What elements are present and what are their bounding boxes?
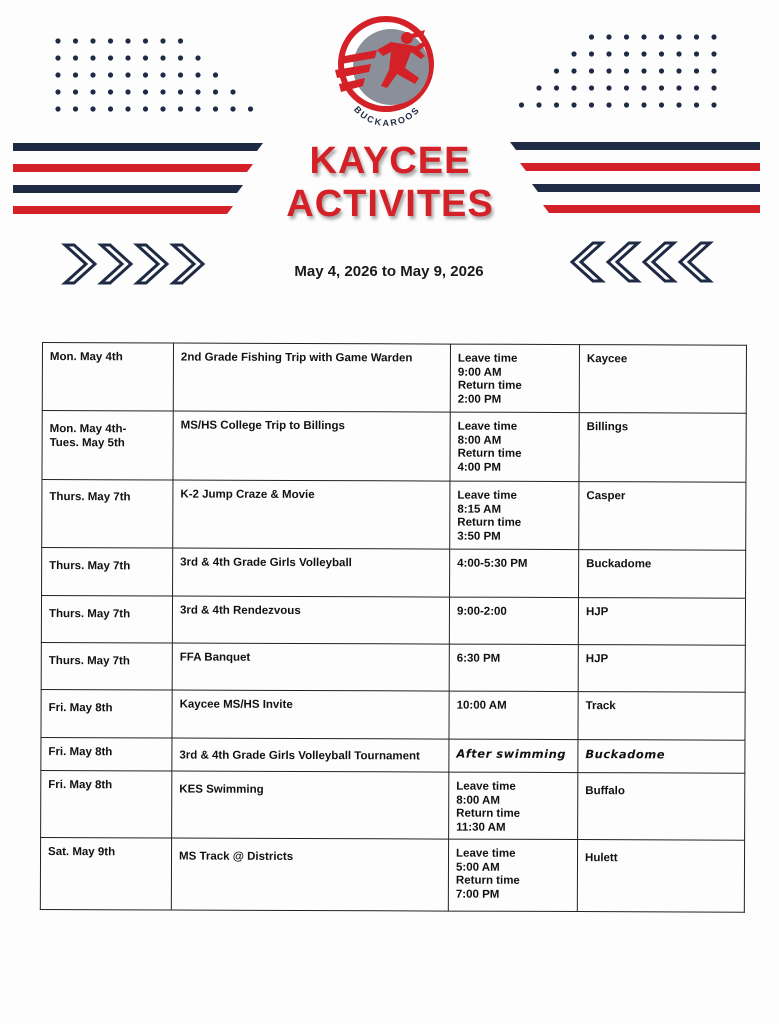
buckaroos-logo xyxy=(325,12,447,134)
decor-dot xyxy=(195,106,200,111)
decor-dot xyxy=(589,51,594,56)
date-cell: Thurs. May 7th xyxy=(41,596,172,644)
decor-dot xyxy=(143,72,148,77)
decor-dot xyxy=(55,72,60,77)
decor-dot xyxy=(73,72,78,77)
decor-dot xyxy=(90,38,95,43)
time-cell: Leave time 5:00 AM Return time 7:00 PM xyxy=(448,839,577,911)
time-cell: Leave time 8:00 AM Return time 4:00 PM xyxy=(450,412,579,481)
logo-text: BUCKAROOS xyxy=(351,104,422,129)
decor-dot xyxy=(178,55,183,60)
decor-dot xyxy=(248,106,253,111)
location-cell: Billings xyxy=(579,413,746,483)
decor-dot xyxy=(108,106,113,111)
decor-dot xyxy=(659,68,664,73)
time-cell: Leave time 8:00 AM Return time 11:30 AM xyxy=(449,772,578,839)
location-cell: Casper xyxy=(579,482,746,551)
decor-dot xyxy=(160,55,165,60)
table-row xyxy=(40,837,744,912)
date-range: May 4, 2026 to May 9, 2026 xyxy=(294,263,484,280)
decor-dot xyxy=(90,106,95,111)
location-cell: Buffalo xyxy=(578,773,745,841)
location-cell: Hulett xyxy=(577,840,744,913)
decor-dot xyxy=(55,89,60,94)
decor-dot xyxy=(694,68,699,73)
decor-dot xyxy=(711,51,716,56)
date-cell: Fri. May 8th xyxy=(41,737,172,771)
decor-dot xyxy=(641,34,646,39)
table-row xyxy=(42,411,746,483)
decor-dot xyxy=(606,85,611,90)
decor-dot xyxy=(589,68,594,73)
time-cell: 4:00-5:30 PM xyxy=(450,549,579,597)
decor-dot xyxy=(606,68,611,73)
title-line-2: ACTIVITES xyxy=(286,183,494,225)
handwritten-time-cell: After swimming xyxy=(449,739,578,772)
decor-dot xyxy=(108,55,113,60)
decor-dot xyxy=(178,89,183,94)
decor-dot xyxy=(571,102,576,107)
decor-dot xyxy=(108,72,113,77)
decor-dot xyxy=(554,102,559,107)
decor-dot xyxy=(624,68,629,73)
location-cell: HJP xyxy=(578,645,745,693)
decor-dot xyxy=(676,85,681,90)
date-cell: Mon. May 4th xyxy=(42,343,173,412)
table-row xyxy=(41,770,745,840)
decor-dot xyxy=(125,55,130,60)
decor-dot xyxy=(571,68,576,73)
decor-dot xyxy=(536,85,541,90)
decor-dot xyxy=(230,89,235,94)
decor-dot xyxy=(55,106,60,111)
location-cell: Buckadome xyxy=(579,550,746,599)
decor-dot xyxy=(125,72,130,77)
decor-dot xyxy=(624,102,629,107)
table-row xyxy=(42,548,746,599)
event-cell: 3rd & 4th Rendezvous xyxy=(172,596,449,644)
time-cell: 9:00-2:00 xyxy=(449,597,578,644)
decor-dot xyxy=(676,68,681,73)
date-cell: Thurs. May 7th xyxy=(42,548,173,597)
decor-dot xyxy=(711,85,716,90)
decor-dot xyxy=(676,102,681,107)
location-cell: Track xyxy=(578,692,745,741)
decor-dot xyxy=(571,85,576,90)
date-cell: Thurs. May 7th xyxy=(41,642,172,690)
decor-dot xyxy=(213,106,218,111)
decor-dot xyxy=(676,34,681,39)
decor-dot xyxy=(90,89,95,94)
decor-dot xyxy=(711,34,716,39)
time-cell: Leave time 9:00 AM Return time 2:00 PM xyxy=(450,344,579,412)
decor-dot xyxy=(143,89,148,94)
decor-dot xyxy=(143,106,148,111)
decor-dot xyxy=(178,106,183,111)
decor-dot xyxy=(108,38,113,43)
schedule-table xyxy=(40,342,747,913)
decor-dot xyxy=(90,72,95,77)
decor-dot xyxy=(160,38,165,43)
decor-dot xyxy=(641,102,646,107)
decor-dot xyxy=(694,102,699,107)
chevrons-left-icon xyxy=(572,243,710,281)
decor-dot xyxy=(659,34,664,39)
location-cell: Kaycee xyxy=(579,345,746,414)
dot-pattern-left xyxy=(55,38,253,111)
decor-dot xyxy=(641,51,646,56)
event-cell: K-2 Jump Craze & Movie xyxy=(173,480,450,549)
decor-dot xyxy=(606,102,611,107)
decor-dot xyxy=(195,55,200,60)
decor-dot xyxy=(641,68,646,73)
decor-dot xyxy=(711,102,716,107)
table-row xyxy=(42,343,746,414)
decor-dot xyxy=(73,89,78,94)
decor-dot xyxy=(108,89,113,94)
decor-dot xyxy=(125,38,130,43)
table-row xyxy=(42,480,746,551)
decor-dot xyxy=(554,68,559,73)
handwritten-location-cell: Buckadome xyxy=(578,740,745,774)
event-cell: 3rd & 4th Grade Girls Volleyball xyxy=(173,548,450,597)
table-row xyxy=(41,689,745,740)
event-cell: Kaycee MS/HS Invite xyxy=(172,690,449,739)
event-cell: FFA Banquet xyxy=(172,643,449,691)
decor-dot xyxy=(73,55,78,60)
date-cell: Mon. May 4th- Tues. May 5th xyxy=(42,411,173,481)
decor-dot xyxy=(589,85,594,90)
decor-dot xyxy=(230,106,235,111)
decor-dot xyxy=(55,55,60,60)
decor-dot xyxy=(160,89,165,94)
decor-dot xyxy=(694,85,699,90)
decor-dot xyxy=(641,85,646,90)
decor-dot xyxy=(624,51,629,56)
decor-dot xyxy=(160,72,165,77)
decor-dot xyxy=(125,89,130,94)
date-cell: Thurs. May 7th xyxy=(42,480,173,549)
decor-dot xyxy=(195,89,200,94)
decor-dot xyxy=(659,102,664,107)
decor-dot xyxy=(125,106,130,111)
decor-dot xyxy=(73,106,78,111)
event-cell: MS Track @ Districts xyxy=(171,838,448,911)
event-cell: MS/HS College Trip to Billings xyxy=(173,411,450,481)
event-cell: 2nd Grade Fishing Trip with Game Warden xyxy=(173,343,450,412)
decor-dot xyxy=(195,72,200,77)
table-row xyxy=(41,642,745,692)
decor-dot xyxy=(694,34,699,39)
event-cell: 3rd & 4th Grade Girls Volleyball Tournament xyxy=(172,738,449,772)
decor-dot xyxy=(554,85,559,90)
table-row xyxy=(41,737,745,773)
chevrons-right-icon xyxy=(65,245,203,283)
event-cell: KES Swimming xyxy=(172,771,449,839)
decor-dot xyxy=(676,51,681,56)
decor-dot xyxy=(711,68,716,73)
date-cell: Sat. May 9th xyxy=(40,837,171,910)
decor-dot xyxy=(73,38,78,43)
decor-dot xyxy=(659,85,664,90)
location-cell: HJP xyxy=(578,598,745,646)
time-cell: Leave time 8:15 AM Return time 3:50 PM xyxy=(450,481,579,549)
time-cell: 6:30 PM xyxy=(449,644,578,691)
decor-dot xyxy=(90,55,95,60)
decor-dot xyxy=(178,72,183,77)
date-cell: Fri. May 8th xyxy=(41,770,172,838)
stripes-left xyxy=(13,143,263,214)
decor-dot xyxy=(589,102,594,107)
time-cell: 10:00 AM xyxy=(449,691,578,739)
decor-dot xyxy=(143,38,148,43)
decor-dot xyxy=(178,38,183,43)
decor-dot xyxy=(659,51,664,56)
decor-dot xyxy=(213,72,218,77)
decor-dot xyxy=(143,55,148,60)
decor-dot xyxy=(624,34,629,39)
decor-dot xyxy=(624,85,629,90)
decor-dot xyxy=(606,34,611,39)
decor-dot xyxy=(589,34,594,39)
decor-dot xyxy=(606,51,611,56)
decor-dot xyxy=(519,102,524,107)
date-cell: Fri. May 8th xyxy=(41,689,172,738)
title-line-1: KAYCEE xyxy=(309,140,471,182)
decor-dot xyxy=(694,51,699,56)
table-row xyxy=(41,596,745,646)
dot-pattern-right xyxy=(519,34,717,107)
decor-dot xyxy=(536,102,541,107)
decor-dot xyxy=(55,38,60,43)
decor-dot xyxy=(160,106,165,111)
decor-dot xyxy=(571,51,576,56)
decor-dot xyxy=(213,89,218,94)
